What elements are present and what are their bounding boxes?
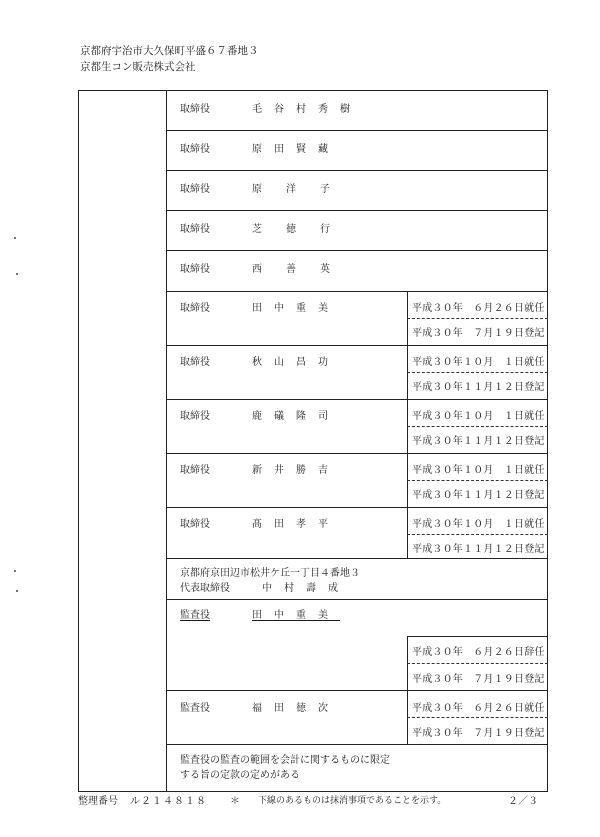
registration-date: 平成３０年１１月１２日登記 [412,490,545,501]
table-left-column-divider [166,90,167,792]
header-company: 京都生コン販売株式会社 [80,61,196,73]
scan-speck [14,570,16,572]
audit-scope-note-line1: 監査役の監査の範囲を会計に関するものに限定 [180,755,390,766]
officer-name: 秋山昌功 [252,357,340,368]
date-dashed-divider [407,717,548,718]
appointment-date: 平成３０年１０月 １日就任 [412,465,545,476]
officer-title: 取締役 [180,224,210,235]
date-dashed-divider [407,480,548,481]
auditor-title: 監査役 [180,610,210,621]
row-divider [166,690,548,691]
registration-date: 平成３０年 ７月１９日登記 [412,674,545,685]
officer-title: 取締役 [180,357,210,368]
officer-name: 芝徳行 [252,224,354,235]
officer-name: 田中重美 [252,303,340,314]
row-divider [166,453,548,454]
officer-name: 毛谷村秀樹 [252,104,362,115]
row-divider [166,345,548,346]
appointment-date: 平成３０年 ６月２６日就任 [412,703,545,714]
registration-date: 平成３０年１１月１２日登記 [412,544,545,555]
officer-title: 取締役 [180,144,210,155]
appointment-date: 平成３０年 ６月２６日就任 [412,303,545,314]
representative-address: 京都府京田辺市松井ケ丘一丁目４番地３ [180,568,360,579]
row-divider [166,250,548,251]
officer-name: 新井勝吉 [252,465,340,476]
auditor-name: 田中重美 [252,610,340,621]
officer-name: 髙田孝平 [252,519,340,530]
auditor-name: 福田徳次 [252,703,340,714]
officer-title: 取締役 [180,104,210,115]
date-dashed-divider [407,663,548,664]
officer-title: 取締役 [180,184,210,195]
appointment-date: 平成３０年１０月 １日就任 [412,357,545,368]
scan-speck [14,237,16,239]
registration-date: 平成３０年 ７月１９日登記 [412,728,545,739]
officer-title: 取締役 [180,465,210,476]
audit-scope-note-line2: する旨の定款の定めがある [180,770,300,781]
reference-number: ル２１４８１８ [130,796,207,807]
row-divider [166,507,548,508]
resignation-date: 平成３０年 ６月２６日辞任 [412,647,545,658]
row-divider [166,291,548,292]
representative-title: 代表取締役 [180,583,230,594]
officer-title: 取締役 [180,411,210,422]
row-divider [166,599,548,600]
row-divider [166,170,548,171]
date-box-top [407,636,548,637]
row-divider [166,744,548,745]
date-dashed-divider [407,426,548,427]
officer-name: 原田賢藏 [252,144,340,155]
auditor-title: 監査役 [180,703,210,714]
date-dashed-divider [407,534,548,535]
officer-title: 取締役 [180,303,210,314]
date-dashed-divider [407,318,548,319]
underline-legend: 下線のあるものは抹消事項であることを示す。 [258,796,447,806]
appointment-date: 平成３０年１０月 １日就任 [412,519,545,530]
row-divider [166,558,548,559]
header-address: 京都府宇治市大久保町平盛６７番地３ [80,45,259,57]
representative-name: 中村壽成 [262,583,350,594]
officer-title: 取締役 [180,519,210,530]
row-divider [166,130,548,131]
appointment-date: 平成３０年１０月 １日就任 [412,411,545,422]
scan-speck [16,273,18,275]
row-divider [166,210,548,211]
reference-label: 整理番号 [78,796,118,807]
scan-speck [16,590,18,592]
date-dashed-divider [407,372,548,373]
registration-date: 平成３０年１１月１２日登記 [412,436,545,447]
officer-name: 鹿礒隆司 [252,411,340,422]
page-number: ２／３ [508,796,538,807]
row-divider [166,399,548,400]
officer-name: 西善英 [252,264,354,275]
officer-title: 取締役 [180,264,210,275]
registration-date: 平成３０年１１月１２日登記 [412,382,545,393]
registration-date: 平成３０年 ７月１９日登記 [412,328,545,339]
date-column-divider [407,636,408,744]
date-column-divider [407,291,408,558]
officer-name: 原洋子 [252,184,354,195]
asterisk-mark: ＊ [230,796,240,807]
